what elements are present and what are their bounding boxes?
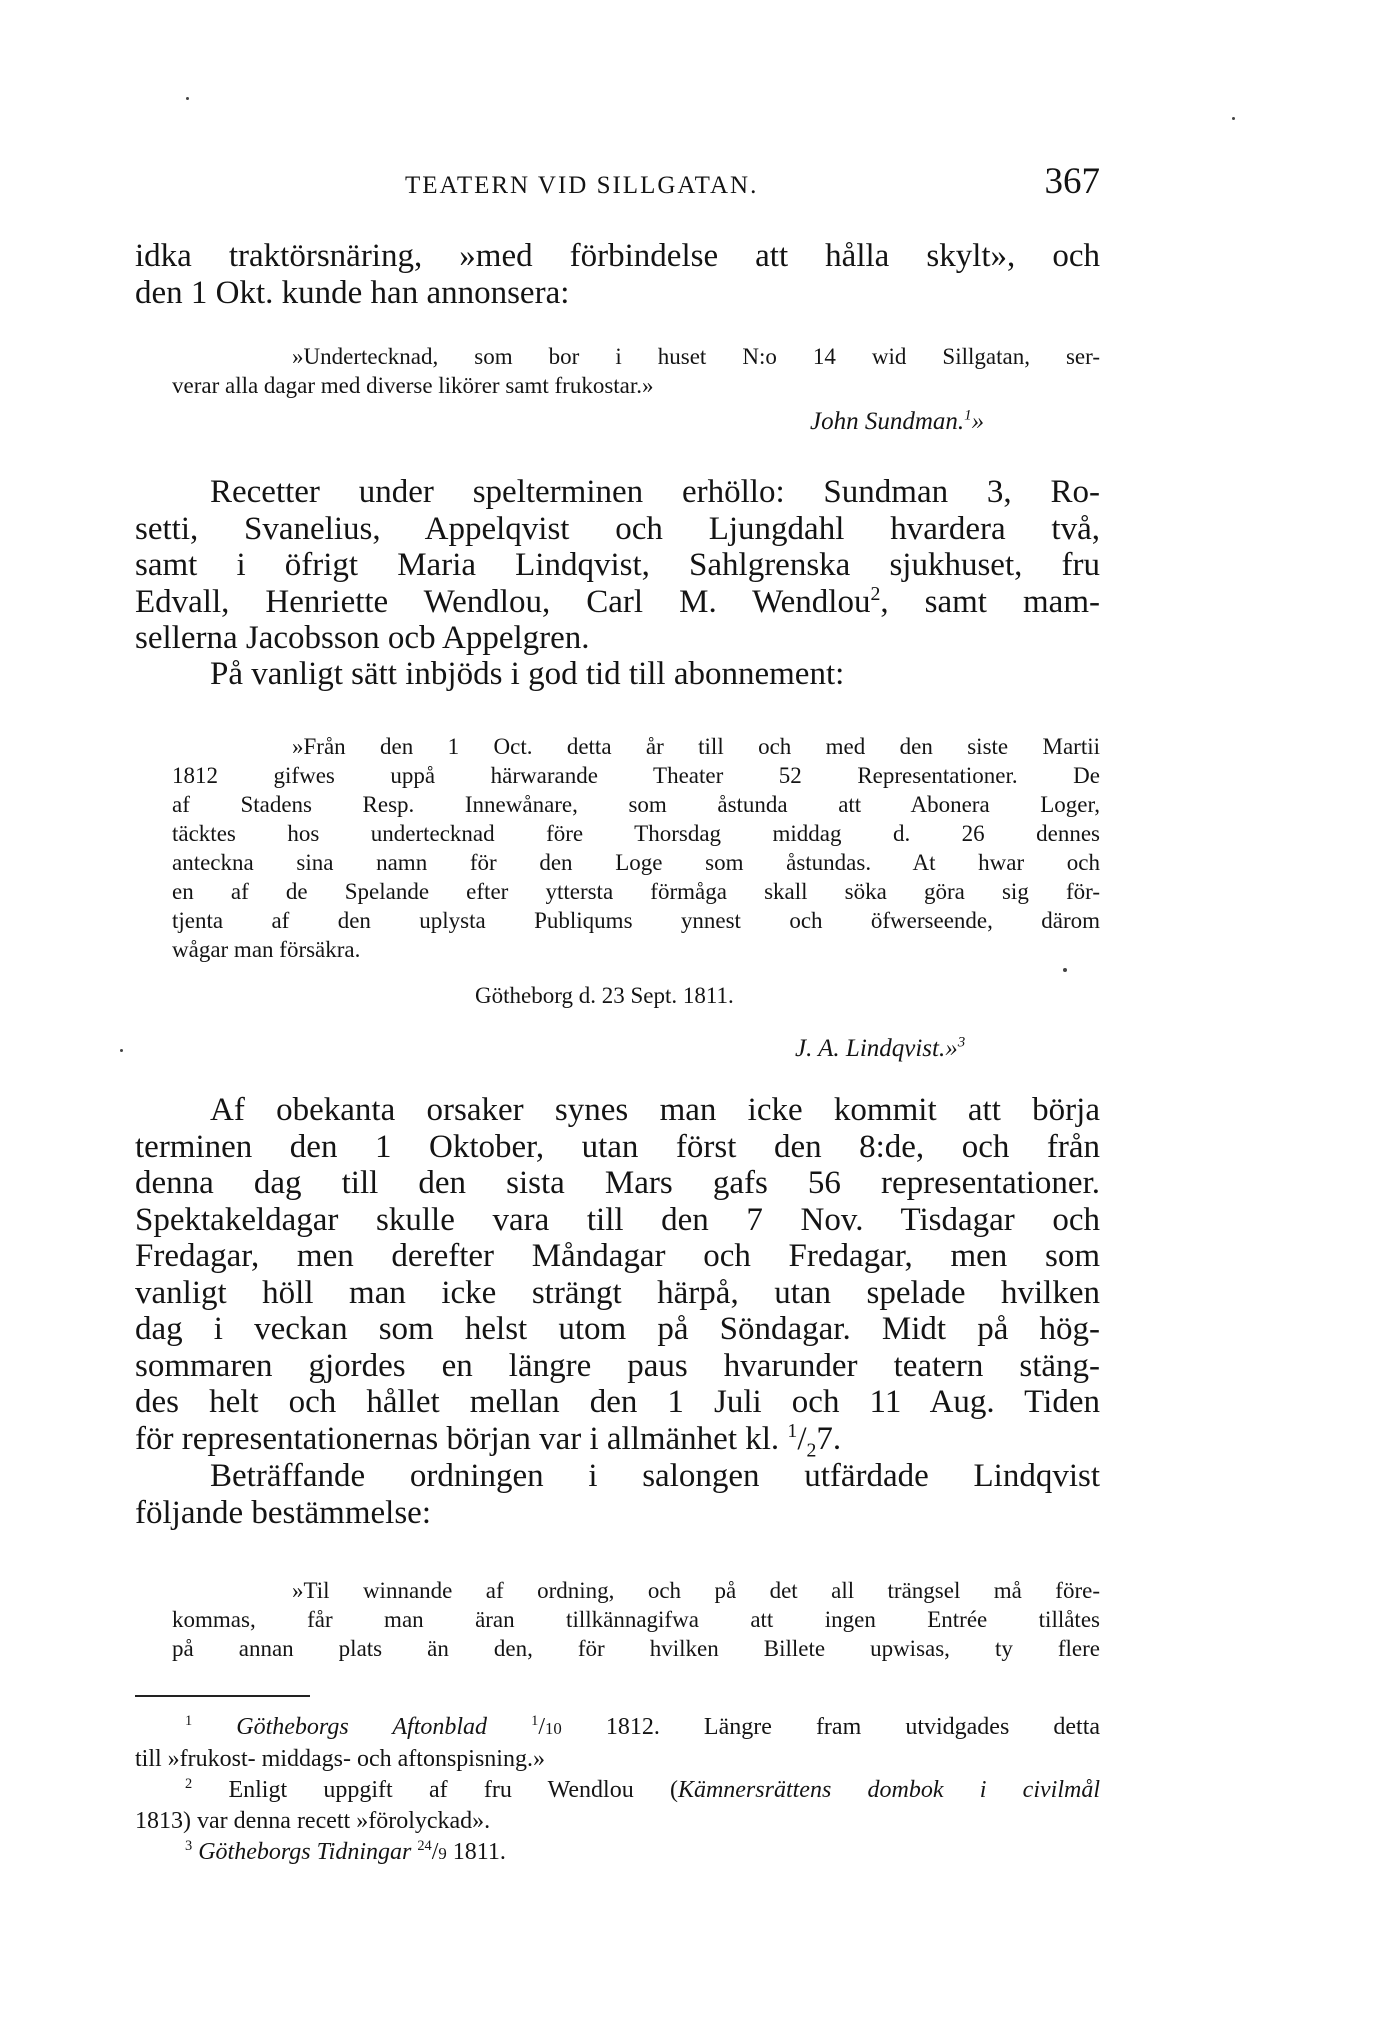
text-fragment: , samt mam- bbox=[880, 583, 1100, 620]
footnotes bbox=[135, 1712, 1100, 1869]
fraction-denominator: 9 bbox=[438, 1844, 447, 1863]
advert-signature bbox=[810, 408, 984, 436]
text-line: Beträffande ordningen i salongen utfärdade Lindqvist bbox=[210, 1458, 1100, 1494]
text-line: för representationernas början var i allmänhet kl. $^1/_27$. bbox=[135, 1419, 842, 1462]
fraction-denominator: 10 bbox=[544, 1719, 562, 1738]
footnote-source: Götheborgs Aftonblad bbox=[236, 1714, 488, 1740]
closing-quote-mark: » bbox=[971, 408, 985, 435]
text-line: des helt och hållet mellan den 1 Juli och 11 Aug. Tiden bbox=[135, 1384, 1100, 1420]
quote-line: »Undertecknad, som bor i huset N:o 14 wid Sillgatan, ser- bbox=[292, 344, 1100, 369]
footnote-ref: 3 bbox=[957, 1034, 966, 1051]
fraction-numerator: 24 bbox=[417, 1838, 432, 1854]
ordning-quote bbox=[172, 1576, 1100, 1663]
quote-line: anteckna sina namn för den Loge som åstundas. At hwar och bbox=[172, 850, 1100, 875]
scan-speck bbox=[186, 97, 189, 100]
text-line: Fredagar, men derefter Måndagar och Fredagar, men som bbox=[135, 1238, 1100, 1274]
text-line: följande bestämmelse: bbox=[135, 1494, 431, 1531]
quote-line: tjenta af den uplysta Publiqums ynnest och öfwerseende, därom bbox=[172, 908, 1100, 933]
footnote-text: 1811. bbox=[446, 1839, 506, 1865]
abonnement-quote bbox=[172, 732, 1100, 964]
scan-speck bbox=[1232, 117, 1235, 120]
main-paragraph bbox=[135, 1092, 1100, 1469]
quote-date-line: Götheborg d. 23 Sept. 1811. bbox=[475, 983, 734, 1008]
recetter-paragraph bbox=[135, 474, 1100, 657]
quote-line: wågar man försäkra. bbox=[172, 937, 361, 962]
text-line: Spektakeldagar skulle vara till den 7 Nov. Tisdagar och bbox=[135, 1201, 1100, 1238]
intro-paragraph bbox=[135, 238, 1100, 311]
closing-quote-mark: » bbox=[945, 1035, 958, 1062]
footnote-text: Enligt uppgift af fru Wendlou ( bbox=[192, 1777, 678, 1803]
fraction-numerator: 1 bbox=[531, 1713, 539, 1729]
fraction-denominator: 2 bbox=[806, 1439, 817, 1462]
text-fragment: Edvall, Henriette Wendlou, Carl M. Wendlou bbox=[135, 583, 871, 620]
abonnement-signature bbox=[795, 1035, 965, 1063]
text-line: samt i öfrigt Maria Lindqvist, Sahlgrenska sjukhuset, fru bbox=[135, 547, 1100, 583]
text-line: idka traktörsnäring, »med förbindelse att hålla skylt», och bbox=[135, 238, 1100, 274]
quote-line: »Til winnande af ordning, och på det all trängsel må före- bbox=[292, 1578, 1100, 1603]
scan-speck bbox=[120, 1049, 123, 1052]
text-fragment: för representationernas början var i allmänhet kl. bbox=[135, 1420, 788, 1457]
quote-line: en af de Spelande efter yttersta förmåga skall söka göra sig för- bbox=[172, 879, 1100, 904]
abonnement-paragraph bbox=[135, 656, 1100, 693]
footnote-ref: 2 bbox=[870, 582, 881, 605]
text-line: dag i veckan som helst utom på Söndagar. Midt på hög- bbox=[135, 1311, 1100, 1347]
footnote-marker: 2 bbox=[185, 1776, 193, 1792]
quote-line: på annan plats än den, för hvilken Billete upwisas, ty flere bbox=[172, 1636, 1100, 1661]
text-line: denna dag till den sista Mars gafs 56 representationer. bbox=[135, 1165, 1100, 1201]
advert-quote bbox=[172, 342, 1100, 400]
running-head bbox=[135, 160, 1100, 210]
quote-line: verar alla dagar med diverse likörer samt frukostar.» bbox=[172, 373, 654, 398]
text-line: sommaren gjordes en längre paus hvarunder teatern stäng- bbox=[135, 1347, 1100, 1384]
footnote-rule bbox=[135, 1695, 310, 1697]
quote-line: »Från den 1 Oct. detta år till och med den siste Martii bbox=[292, 734, 1100, 759]
text-line: vanligt höll man icke strängt härpå, utan spelade hvilken bbox=[135, 1274, 1100, 1311]
footnote-ref: 1 bbox=[964, 407, 972, 424]
text-line: Recetter under spelterminen erhöllo: Sundman 3, Ro- bbox=[210, 474, 1100, 510]
text-line: På vanligt sätt inbjöds i god tid till abonnement: bbox=[210, 656, 845, 692]
footnote-1: $^1$ Götheborgs Aftonblad $^1$/10 1812. Längre fram utvidgades detta bbox=[185, 1713, 1101, 1740]
quote-line: kommas, får man äran tillkännagifwa att ingen Entrée tillåtes bbox=[172, 1607, 1100, 1632]
text-line: sellerna Jacobsson ocb Appelgren. bbox=[135, 620, 590, 656]
quote-line: af Stadens Resp. Innewånare, som åstunda att Abonera Loger, bbox=[172, 792, 1100, 817]
footnote-1-continuation: till »frukost- middags- och aftonspisning.» bbox=[135, 1746, 545, 1772]
quote-line: 1812 gifwes uppå härwarande Theater 52 Representationer. De bbox=[172, 763, 1100, 788]
text-line: terminen den 1 Oktober, utan först den 8:de, och från bbox=[135, 1128, 1100, 1165]
text-line: den 1 Okt. kunde han annonsera: bbox=[135, 274, 570, 311]
fraction-numerator: 1 bbox=[787, 1419, 798, 1442]
footnote-3: $^3$ Götheborgs Tidningar $^{24}$/9 1811. bbox=[185, 1838, 506, 1865]
signature-name: J. A. Lindqvist. bbox=[795, 1035, 946, 1062]
footnote-marker: 1 bbox=[185, 1713, 193, 1729]
text-line: Af obekanta orsaker synes man icke kommit att börja bbox=[210, 1092, 1100, 1128]
text-line bbox=[135, 584, 1100, 621]
footnote-2 bbox=[135, 1775, 1100, 1806]
footnote-marker: 3 bbox=[185, 1838, 193, 1854]
scan-speck bbox=[1063, 968, 1067, 972]
footnote-source: Kämnersrättens dombok i civilmål bbox=[677, 1777, 1100, 1803]
ordning-paragraph bbox=[135, 1458, 1100, 1531]
footnote-source: Götheborgs Tidningar bbox=[198, 1839, 412, 1865]
footnote-2-continuation: 1813) var denna recett »förolyckad». bbox=[135, 1808, 491, 1834]
page-number: 367 bbox=[1044, 161, 1100, 202]
running-head-title: TEATERN VID SILLGATAN. bbox=[405, 172, 759, 199]
signature-name: John Sundman. bbox=[810, 408, 965, 435]
text-fragment: 7. bbox=[816, 1420, 842, 1457]
quote-line: täcktes hos undertecknad före Thorsdag middag d. 26 dennes bbox=[172, 821, 1100, 846]
text-line: setti, Svanelius, Appelqvist och Ljungdahl hvardera två, bbox=[135, 510, 1100, 547]
footnote-text: 1812. Längre fram utvidgades detta bbox=[561, 1714, 1101, 1740]
